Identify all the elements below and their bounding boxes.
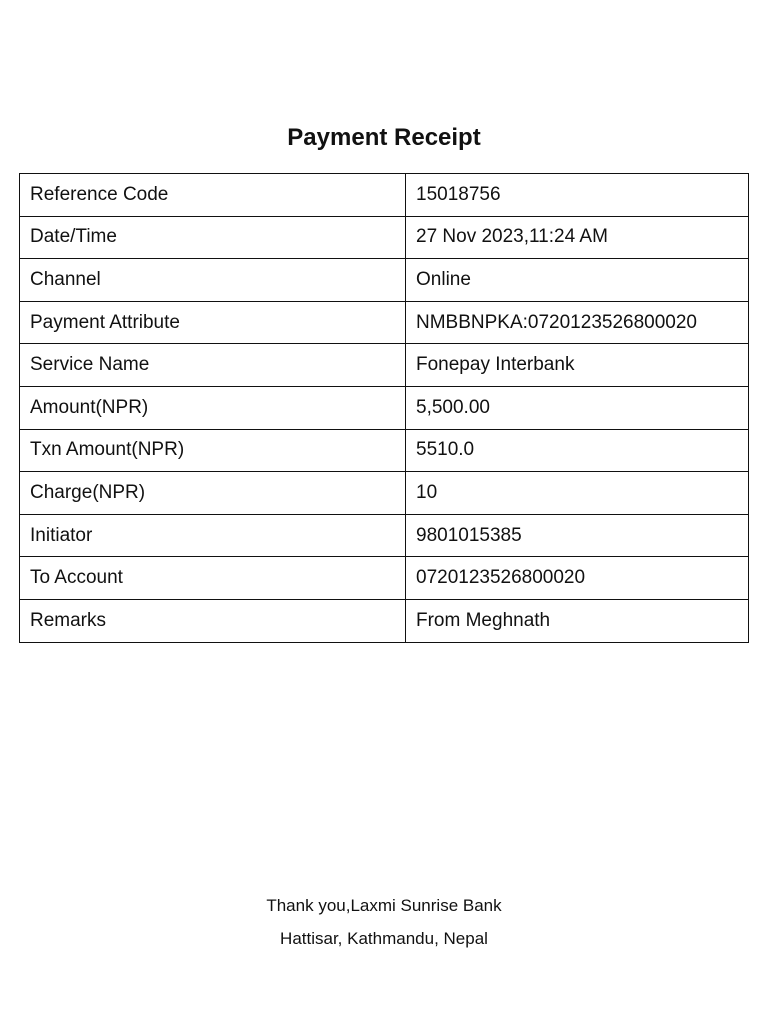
table-row bbox=[20, 174, 749, 217]
table-row bbox=[20, 472, 749, 515]
table-row bbox=[20, 301, 749, 344]
page-title: Payment Receipt bbox=[287, 124, 481, 151]
row-label-charge: Charge(NPR) bbox=[20, 472, 406, 515]
row-label-channel: Channel bbox=[20, 259, 406, 302]
row-value-reference-code: 15018756 bbox=[406, 174, 749, 217]
receipt-table bbox=[19, 173, 749, 643]
row-label-initiator: Initiator bbox=[20, 514, 406, 557]
row-label-remarks: Remarks bbox=[20, 599, 406, 642]
table-row bbox=[20, 259, 749, 302]
row-value-payment-attribute: NMBBNPKA:0720123526800020 bbox=[406, 301, 749, 344]
row-value-channel: Online bbox=[406, 259, 749, 302]
row-label-amount: Amount(NPR) bbox=[20, 386, 406, 429]
table-row bbox=[20, 557, 749, 600]
row-value-initiator: 9801015385 bbox=[406, 514, 749, 557]
row-value-amount: 5,500.00 bbox=[406, 386, 749, 429]
row-value-service-name: Fonepay Interbank bbox=[406, 344, 749, 387]
row-label-txn-amount: Txn Amount(NPR) bbox=[20, 429, 406, 472]
row-label-service-name: Service Name bbox=[20, 344, 406, 387]
row-label-payment-attribute: Payment Attribute bbox=[20, 301, 406, 344]
table-row bbox=[20, 386, 749, 429]
row-value-charge: 10 bbox=[406, 472, 749, 515]
row-value-date-time: 27 Nov 2023,11:24 AM bbox=[406, 216, 749, 259]
row-label-to-account: To Account bbox=[20, 557, 406, 600]
table-row bbox=[20, 429, 749, 472]
row-value-to-account: 0720123526800020 bbox=[406, 557, 749, 600]
row-value-remarks: From Meghnath bbox=[406, 599, 749, 642]
table-row bbox=[20, 514, 749, 557]
table-row bbox=[20, 599, 749, 642]
table-row bbox=[20, 344, 749, 387]
row-label-reference-code: Reference Code bbox=[20, 174, 406, 217]
footer-thanks: Thank you,Laxmi Sunrise Bank bbox=[266, 896, 502, 915]
table-row bbox=[20, 216, 749, 259]
footer-address: Hattisar, Kathmandu, Nepal bbox=[280, 929, 488, 948]
row-label-date-time: Date/Time bbox=[20, 216, 406, 259]
row-value-txn-amount: 5510.0 bbox=[406, 429, 749, 472]
